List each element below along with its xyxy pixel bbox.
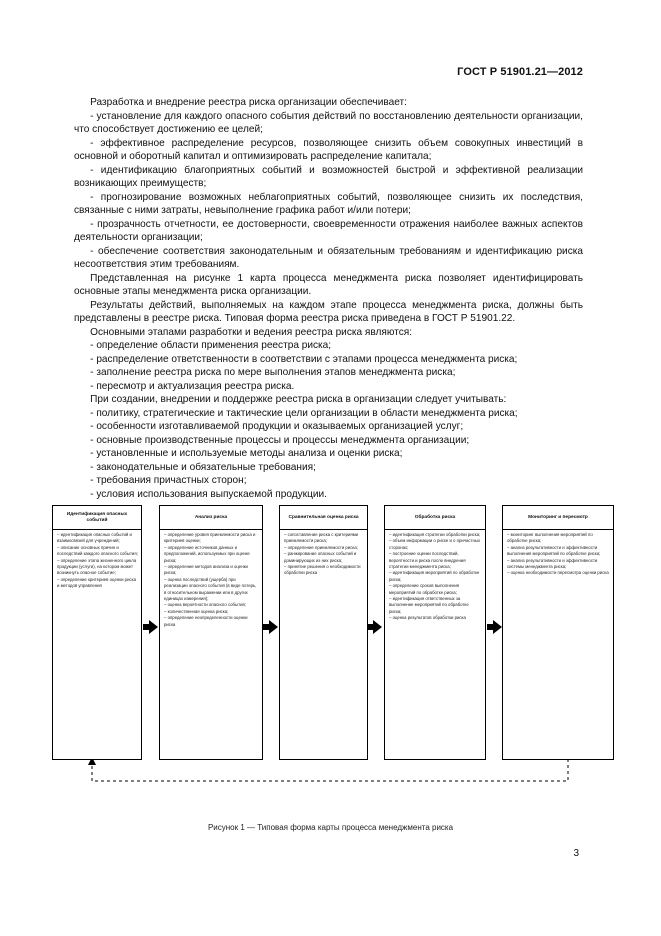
paragraph: - установление для каждого опасного события действий по восстановлению деятельности организации, что способствует достижению ее целей; (74, 110, 583, 135)
flow-arrow (493, 620, 502, 634)
paragraph: Основными этапами разработки и ведения реестра риска являются: (90, 326, 413, 338)
paragraph: - основные производственные процессы и процессы менеджмента организации; (90, 434, 470, 446)
paragraph: - прогнозирование возможных неблагоприятных событий, позволяющее снизить их последствия, связанные с ними затраты, невыполнение графика работ и/или потери; (74, 191, 583, 216)
stage-item: – описание основных причин и последствий каждого опасного события; (57, 545, 138, 558)
stage-item: – оценка результатов обработки риска (389, 615, 482, 621)
stage-item: – определение сроков выполнения мероприятий по обработке риска; (389, 583, 482, 596)
stage-item: – идентификация ответственных за выполнение мероприятий по обработке риска; (389, 596, 482, 615)
stage-box-analysis (159, 505, 263, 760)
stage-box-identification (52, 505, 142, 760)
paragraph: - политику, стратегические и тактические цели организации в области менеджмента риска; (90, 407, 518, 419)
flow-arrow (373, 620, 382, 634)
stage-item: – оценка последствий (ущерба) при реализации опасного события (в виде потерь, в относительном выражении или в других единицах измерения); (164, 577, 259, 603)
stage-item: – оценка необходимости пересмотра оценки риска (507, 570, 610, 576)
paragraph: - прозрачность отчетности, ее достоверности, своевременности отражения наиболее важных аспектов деятельности организации; (74, 218, 583, 243)
stage-item: – определение методов анализа и оценки риска; (164, 564, 259, 577)
stage-item: – определение критериев оценки риска и методов управления (57, 577, 138, 590)
paragraph: - установленные и используемые методы анализа и оценки риска; (90, 448, 403, 459)
stage-title: Идентификация опасных событий (53, 506, 141, 530)
paragraph: Результаты действий, выполняемых на каждом этапе процесса менеджмента риска, должны быть представлены в реестре риска. Типовая форма реестра риска приведена в ГОСТ Р 51901.22. (74, 299, 583, 324)
flow-arrow (149, 620, 158, 634)
paragraph: - заполнение реестра риска по мере выполнения этапов менеджмента риска; (90, 367, 456, 378)
paragraph: - распределение ответственности в соответствии с этапами процесса менеджмента риска; (90, 353, 518, 365)
paragraph: - требования причастных сторон; (90, 475, 247, 486)
paragraph: Разработка и внедрение реестра риска организации обеспечивает: (90, 97, 407, 108)
stage-item: – определение уровня приемлемости риска и критериев оценки; (164, 532, 259, 545)
stage-item: – принятие решения о необходимости обработки риска (284, 564, 364, 577)
stage-box-treatment (384, 505, 486, 760)
paragraph: - обеспечение соответствия законодательным и обязательным требованиям и идентификацию риска несоответствия этим требованиям. (74, 245, 583, 270)
stage-title: Мониторинг и пересмотр (503, 506, 613, 530)
stage-item: – объем информации о риске и о причастных сторонах; (389, 538, 482, 551)
stage-item: – ранжирование опасных событий и доминирующих из них риска; (284, 551, 364, 564)
stage-item: – идентификация опасных событий и взаимосвязей для учреждений; (57, 532, 138, 545)
paragraph: - условия использования выпускаемой продукции. (90, 488, 327, 500)
stage-item: – количественная оценка риска; (164, 609, 259, 615)
stage-title: Обработка риска (385, 506, 485, 530)
stage-item: – определение приемлемости риска; (284, 545, 364, 551)
paragraph: При создании, внедрении и поддержке реестра риска в организации следует учитывать: (90, 394, 507, 405)
stage-item: – идентификация стратегии обработки риска; (389, 532, 482, 538)
paragraph: - пересмотр и актуализация реестра риска. (90, 380, 295, 392)
stage-item: – определение этапа жизненного цикла продукции (услуги), на котором может возникнуть опасное событие; (57, 558, 138, 577)
stage-box-monitoring (502, 505, 614, 760)
stage-title: Анализ риска (160, 506, 262, 530)
stage-item: – анализ результативности и эффективности выполнения мероприятий по обработке риска; (507, 545, 610, 558)
flow-arrow (269, 620, 278, 634)
paragraph: - идентификацию благоприятных событий и возможностей быстрой и эффективной реализации возникающих преимуществ; (74, 164, 583, 189)
risk-process-map (52, 505, 614, 795)
stage-item: – построение оценки последствий, вероятности и риска после внедрения стратегии менеджмента риска; (389, 551, 482, 570)
stage-title: Сравнительная оценка риска (280, 506, 367, 530)
stage-item: – мониторинг выполнения мероприятий по обработке риска; (507, 532, 610, 545)
body-text (74, 96, 583, 501)
stage-item: – сопоставление риска с критериями приемлемости риска; (284, 532, 364, 545)
paragraph: - законодательные и обязательные требования; (90, 461, 316, 473)
stage-item: – анализ результативности и эффективности системы менеджмента риска; (507, 558, 610, 571)
stage-item: – оценка вероятности опасного события; (164, 602, 259, 608)
stage-box-evaluation (279, 505, 368, 760)
stage-item: – определение источников данных и предположений, используемых при оценке риска; (164, 545, 259, 564)
standard-header: ГОСТ Р 51901.21—2012 (457, 66, 583, 78)
stage-item: – определение неопределенности оценки риска (164, 615, 259, 628)
stage-item: – идентификация мероприятий по обработке риска; (389, 570, 482, 583)
paragraph: - определение области применения реестра риска; (90, 340, 332, 351)
paragraph: - эффективное распределение ресурсов, позволяющее снизить объем совокупных инвестиций в основной и оборотный капитал и оптимизировать распределение капитала; (74, 137, 583, 162)
paragraph: - особенности изготавливаемой продукции и оказываемых организацией услуг; (90, 421, 464, 432)
page-number: 3 (573, 848, 579, 859)
paragraph: Представленная на рисунке 1 карта процесса менеджмента риска позволяет идентифицировать основные этапы менеджмента риска организации. (74, 272, 583, 297)
figure-caption: Рисунок 1 — Типовая форма карты процесса менеджмента риска (207, 823, 454, 832)
